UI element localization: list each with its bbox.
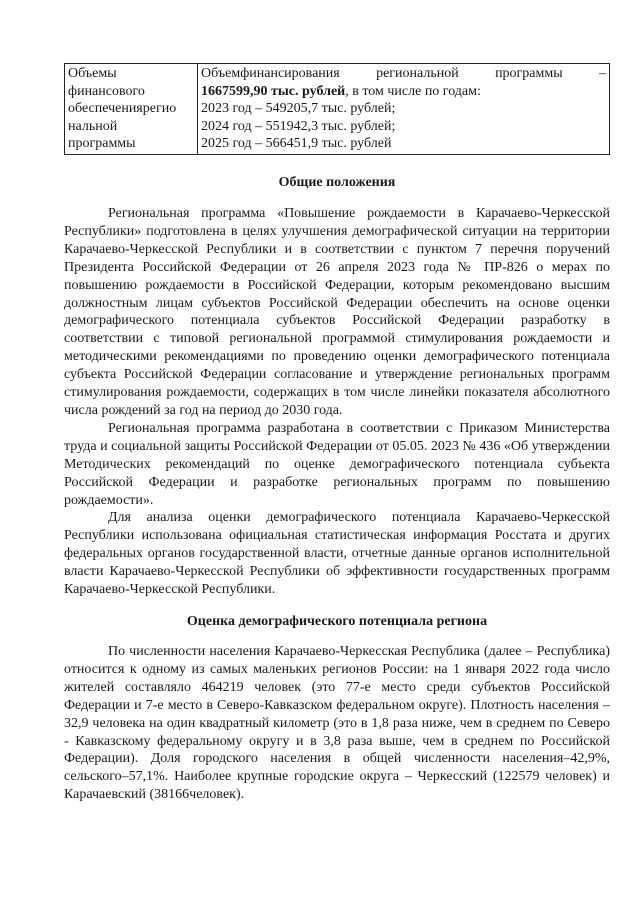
table-row xyxy=(65,64,610,155)
section-heading-assessment: Оценка демографического потенциала региона xyxy=(186,614,488,629)
table-value-cell xyxy=(198,64,610,155)
label-line: Объемы xyxy=(68,66,117,81)
financing-table xyxy=(64,63,610,155)
label-line: программы xyxy=(68,136,136,152)
total-amount: 1667599,90 тыс. рублей xyxy=(201,83,346,99)
paragraph: Региональная программа разработана в соответствии с Приказом Министерства труда и социальной защиты Российской Федерации от 05.05. 2023 № 436 «Об утверждении Методических рекомендаций по оценке демографического потенциала субъекта Российской Федерации и разработке региональных программ по повышению рождаемости». xyxy=(64,420,610,508)
value-rest: , в том числе по годам: xyxy=(345,83,481,99)
paragraph: Для анализа оценки демографического потенциала Карачаево-Черкесской Республики использована официальная статистическая информация Росстата и других федеральных органов государственной власти, отчетные данные органов исполнительной власти Карачаево-Черкесской Республики об эффективности государственных программ Карачаево-Черкесской Республики. xyxy=(64,510,610,598)
year-line: 2025 год – 566451,9 тыс. рублей xyxy=(201,136,392,152)
table-label-cell xyxy=(65,64,198,155)
year-line: 2023 год – 549205,7 тыс. рублей; xyxy=(201,101,396,117)
paragraph: По численности населения Карачаево-Черкесская Республика (далее – Республика) относится к одному из самых маленьких регионов России: на 1 января 2022 года число жителей составляло 464219 человек (это 77-е место среди субъектов Российской Федерации и 7-е место в Северо-Кавказском федеральном округе). Плотность населения – 32,9 человека на один квадратный километр (это в 1,8 раза ниже, чем в среднем по Северо - Кавказскому федеральному округу и в 3,8 раза выше, чем в среднем по Российской Федерации). Доля городского населения в общей численности населения–42,9%, сельского–57,1%. Наиболее крупные городские округа – Черкесский (122579 человек) и Карачаевский (38166человек). xyxy=(64,644,610,803)
section-body-assessment xyxy=(64,643,610,804)
value-total-line xyxy=(201,83,606,101)
section-body-general xyxy=(64,205,610,599)
label-line: нальной xyxy=(68,118,118,134)
value-intro: Объемфинансирования региональной программы – xyxy=(201,66,606,81)
year-line: 2024 год – 551942,3 тыс. рублей; xyxy=(201,118,396,134)
paragraph: Региональная программа «Повышение рождаемости в Карачаево-Черкесской Республики» подготовлена в целях улучшения демографической ситуации на территории Карачаево-Черкесской Республики и в соответствии с пунктом 7 перечня поручений Президента Российской Федерации от 26 апреля 2023 года № ПР-826 о мерах по повышению рождаемости в Российской Федерации, которым рекомендовано высшим должностным лицам субъектов Российской Федерации обеспечить на основе оценки демографического потенциала субъектов Российской Федерации разработку в соответствии с типовой региональной программой стимулирования рождаемости и методическими рекомендациями по проведению оценки демографического потенциала субъекта Российской Федерации согласование и утверждение региональных программ стимулирования рождаемости, содержащих в том числе линейки показателя абсолютного числа рождений за год на период до 2030 года. xyxy=(64,206,610,418)
label-line: обеспечениярегио xyxy=(68,101,177,117)
label-line: финансового xyxy=(68,83,145,99)
section-heading-general: Общие положения xyxy=(278,175,396,190)
